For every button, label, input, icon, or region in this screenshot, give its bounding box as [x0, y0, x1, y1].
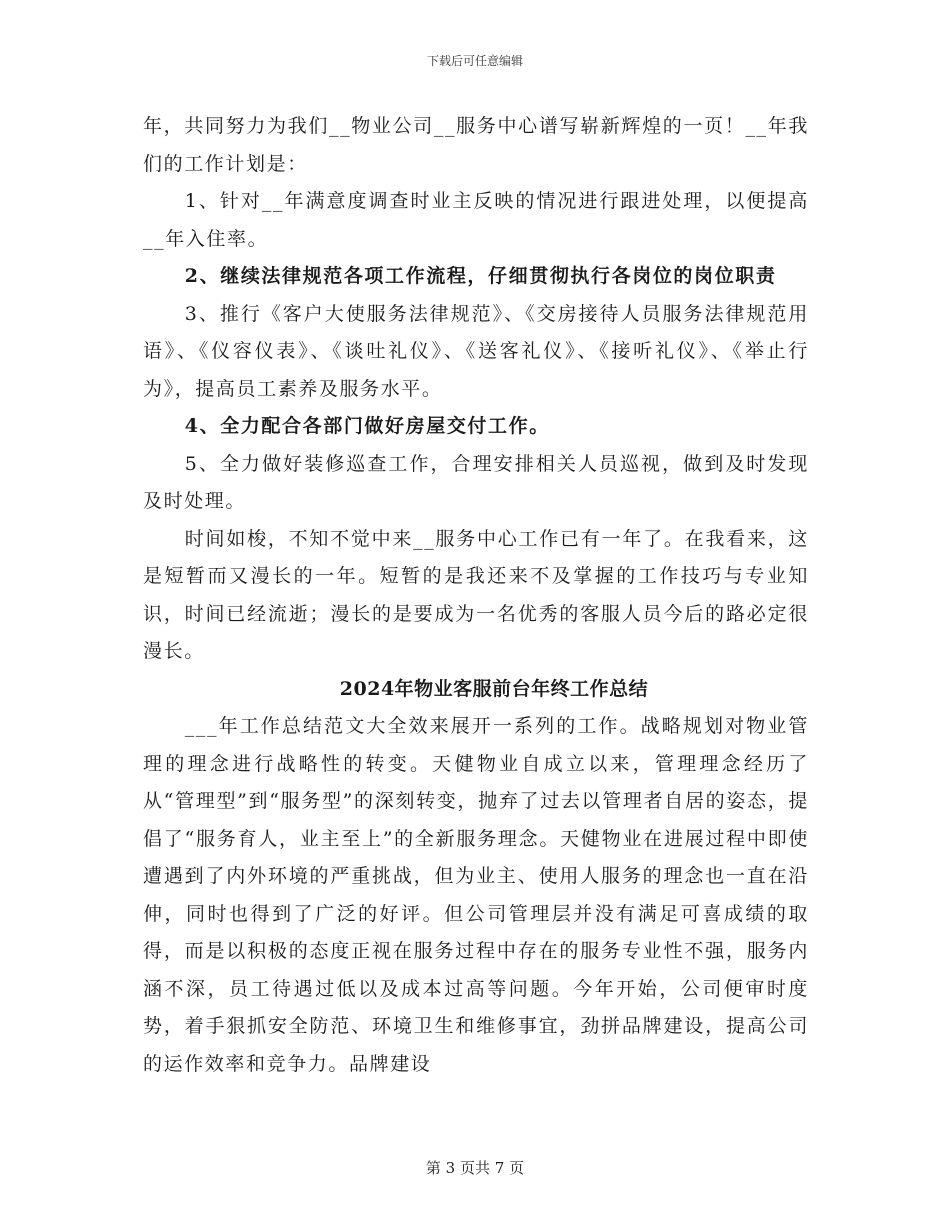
plan-item-2: 2、继续法律规范各项工作流程，仔细贯彻执行各岗位的岗位职责: [184, 265, 777, 287]
document-body: [143, 108, 809, 1083]
plan-item-1: 1、针对__年满意度调查时业主反映的情况进行跟进处理，以便提高__年入住率。: [143, 190, 809, 250]
page-footer: 第 3 页共 7 页: [425, 1159, 525, 1177]
page-header: 下载后可任意编辑: [426, 54, 523, 68]
plan-item-5: 5、全力做好装修巡查工作，合理安排相关人员巡视，做到及时发现及时处理。: [143, 452, 809, 512]
plan-item-4: 4、全力配合各部门做好房屋交付工作。: [184, 415, 550, 437]
paragraph-reflection: 时间如梭，不知不觉中来__服务中心工作已有一年了。在我看来，这是短暂而又漫长的一年。短暂的是我还来不及掌握的工作技巧与专业知识，时间已经流逝；漫长的是要成为一名优秀的客服人员今后的路必定很漫长。: [143, 527, 809, 662]
paragraph-summary: ___年工作总结范文大全效来展开一系列的工作。战略规划对物业管理的理念进行战略性的转变。天健物业自成立以来，管理理念经历了从“管理型”到“服务型”的深刻转变，抛弃了过去以管理者自居的姿态，提倡了“服务育人，业主至上”的全新服务理念。天健物业在进展过程中即使遭遇到了内外环境的严重挑战，但为业主、使用人服务的理念也一直在沿伸，同时也得到了广泛的好评。但公司管理层并没有满足可喜成绩的取得，而是以积极的态度正视在服务过程中存在的服务专业性不强，服务内涵不深，员工待遇过低以及成本过高等问题。今年开始，公司便审时度势，着手狠抓安全防范、环境卫生和维修事宜，劲拼品牌建设，提高公司的运作效率和竞争力。品牌建设: [143, 715, 809, 1075]
plan-item-3: 3、推行《客户大使服务法律规范》、《交房接待人员服务法律规范用语》、《仪容仪表》、《谈吐礼仪》、《送客礼仪》、《接听礼仪》、《举止行为》，提高员工素养及服务水平。: [143, 302, 809, 400]
paragraph-intro: 年，共同努力为我们__物业公司__服务中心谱写崭新辉煌的一页！__年我们的工作计划是：: [143, 115, 809, 175]
section-title: 2024年物业客服前台年终工作总结: [339, 677, 649, 700]
